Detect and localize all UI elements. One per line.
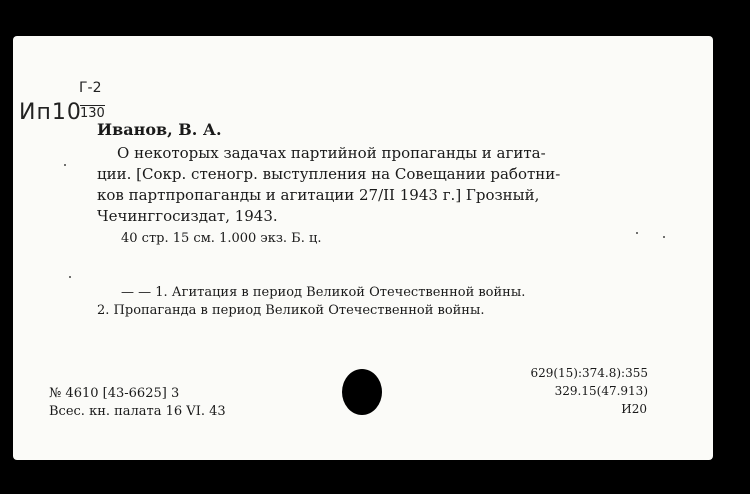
subject-heading-2: 2. Пропаганда в период Великой Отечественной войны.: [97, 303, 485, 318]
catalog-card: [13, 36, 713, 460]
classification-code-3: И20: [621, 402, 647, 416]
ink-speck: [636, 232, 638, 234]
title-line: Чечинггосиздат, 1943.: [97, 207, 278, 225]
collation: 40 стр. 15 см. 1.000 экз. Б. ц.: [121, 231, 322, 246]
shelfmark-top: Г-2: [79, 80, 102, 96]
registry-number: № 4610 [43-6625] 3: [49, 386, 180, 401]
punch-hole: [342, 369, 382, 415]
title-line: ков партпропаганды и агитации 27/II 1943 г.] Грозный,: [97, 186, 540, 204]
title-line: ции. [Сокр. стеногр. выступления на Совещании работни-: [97, 165, 561, 183]
book-chamber-stamp: Всес. кн. палата 16 VI. 43: [49, 404, 226, 419]
ink-speck: [663, 236, 665, 238]
classification-code-2: 329.15(47.913): [554, 384, 648, 398]
classification-code-1: 629(15):374.8):355: [530, 366, 648, 380]
title-line: О некоторых задачах партийной пропаганды и агита-: [117, 144, 546, 162]
ink-speck: [69, 276, 71, 278]
subject-heading-1: — — 1. Агитация в период Великой Отечественной войны.: [121, 285, 526, 300]
shelfmark-main: Ип10: [19, 100, 82, 125]
author-heading: Иванов, В. А.: [97, 120, 222, 139]
ink-speck: [64, 164, 66, 166]
shelfmark-bottom: 130: [80, 106, 105, 121]
